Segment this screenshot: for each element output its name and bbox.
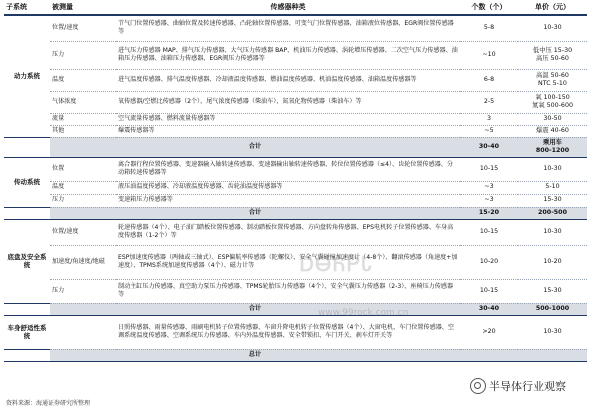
count-cell: 10-15	[460, 157, 518, 181]
sensor-table	[4, 0, 587, 362]
total-price: 500-1000	[518, 303, 587, 315]
table-row	[4, 245, 587, 279]
measure-cell: 流量	[50, 113, 116, 125]
price-cell: 30-50	[518, 113, 587, 125]
price-cell: 10-30	[518, 15, 587, 41]
source-note: 资料来源：海通证券研究所整理	[6, 400, 91, 407]
count-cell: ~10	[460, 41, 518, 69]
subsystem-cell: 传动系统	[4, 157, 50, 207]
total-price: 200-500	[518, 207, 587, 219]
total-row	[4, 303, 587, 315]
count-cell: 6-8	[460, 69, 518, 91]
count-cell: ~3	[460, 181, 518, 194]
types-cell: 进气温度传感器、排气温度传感器、冷却液温度传感器、燃油温度传感器、机油温度传感器、油箱温度传感器等	[116, 69, 460, 91]
table-row	[4, 315, 587, 349]
grand-total-row	[4, 349, 587, 361]
count-cell: ~5	[460, 125, 518, 137]
types-cell: 日照传感器、雨量传感器、雨刷电机转子位置传感器、车窗升降电机转子位置传感器（4个）、大窗电机、车门位置传感器、空调系统温度传感器、空调系统压力传感器、车内外温度传感器、安全带锁扣、车门开关、刹车灯开关等	[116, 315, 460, 349]
measure-cell: 位置	[50, 157, 116, 181]
types-cell: 变速箱压力传感器等	[116, 194, 460, 207]
measure-cell	[50, 315, 116, 349]
types-cell: 爆震传感器等	[116, 125, 460, 137]
subsystem-cell: 底盘及安全系统	[4, 219, 50, 303]
header-count: 个数（个）	[460, 0, 518, 15]
grand-total-price	[518, 349, 587, 361]
price-cell: 10-30	[518, 219, 587, 245]
subsystem-cell: 动力系统	[4, 15, 50, 137]
count-cell: 5-8	[460, 15, 518, 41]
table-row	[4, 125, 587, 137]
table-row	[4, 219, 587, 245]
price-cell: 15-30	[518, 194, 587, 207]
price-cell: 15-30	[518, 279, 587, 303]
grand-total-label: 总计	[50, 349, 460, 361]
table-row	[4, 157, 587, 181]
measure-cell: 位置/速度	[50, 15, 116, 41]
measure-cell: 压力	[50, 194, 116, 207]
grand-total-count	[460, 349, 518, 361]
price-cell: 爆震 40-60	[518, 125, 587, 137]
header-sensor-types: 传感器种类	[116, 0, 460, 15]
table-row	[4, 91, 587, 113]
table-row	[4, 181, 587, 194]
measure-cell: 位置/速度	[50, 219, 116, 245]
count-cell: 10-15	[460, 279, 518, 303]
total-label: 合计	[50, 303, 460, 315]
price-cell: 5-10	[518, 181, 587, 194]
measure-cell: 温度	[50, 69, 116, 91]
types-cell: 氧传感器/空燃比传感器（2个），尾气浓度传感器（柴油车），氮氧化物传感器（柴油车）等	[116, 91, 460, 113]
count-cell: 2-5	[460, 91, 518, 113]
total-count: 30-40	[460, 303, 518, 315]
measure-cell: 其他	[50, 125, 116, 137]
price-cell: 10-20	[518, 245, 587, 279]
total-count: 15-20	[460, 207, 518, 219]
measure-cell: 压力	[50, 279, 116, 303]
count-cell: 3	[460, 113, 518, 125]
measure-cell: 加速度/角速度/地磁	[50, 245, 116, 279]
measure-cell: 压力	[50, 41, 116, 69]
table-row	[4, 194, 587, 207]
types-cell: ESP加速度传感器（两轴或三轴式）、ESP偏航率传感器（陀螺仪）、安全气囊碰撞加速度计（4-8个）、翻滚传感器（角速度+加速度）、TPMS系统加速度传感器（4个）、磁力计等	[116, 245, 460, 279]
types-cell: 轮速传感器（4个）、电子油门踏板位置传感器、制动踏板位置传感器、方向盘转角传感器、EPS电机转子位置传感器、车身高度传感器（1-2个）等	[116, 219, 460, 245]
types-cell: 离合器行程位置传感器、变速器输入轴转速传感器、变速器输出轴转速传感器、转位位置传感器（≤4）、齿轮位置传感器、分动箱转速传感器等	[116, 157, 460, 181]
watermark: ᎠᎾᏲᏢᏓ	[300, 252, 374, 276]
types-cell: 制动主缸压力传感器、真空助力泵压力传感器、TPMS轮胎压力传感器（4个）、安全气囊压力传感器（2-3）、座椅压力传感器等	[116, 279, 460, 303]
wechat-logo-icon	[470, 378, 486, 394]
price-cell: 高温 50-60 NTC 5-10	[518, 69, 587, 91]
table-row	[4, 113, 587, 125]
table-row	[4, 69, 587, 91]
types-cell: 进气压力传感器 MAP、排气压力传感器、大气压力传感器 BAP、机油压力传感器、涡轮增压传感器、二次空气压力传感器、油箱压力传感器、油箱压力传感器、EGR阀压力传感器等	[116, 41, 460, 69]
total-count: 30-40	[460, 137, 518, 157]
total-label: 合计	[50, 207, 460, 219]
total-price: 乘用车 800-1200	[518, 137, 587, 157]
types-cell: 液压油温度传感器、冷却液温度传感器、齿轮油温度传感器等	[116, 181, 460, 194]
wechat-badge[interactable]	[470, 378, 566, 394]
price-cell: 10-30	[518, 315, 587, 349]
price-cell: 氧 100-150 氮氧 500-600	[518, 91, 587, 113]
price-cell: 低中压 15-30 高压 50-60	[518, 41, 587, 69]
table-row	[4, 279, 587, 303]
table-row	[4, 15, 587, 41]
types-cell: 空气流量传感器、燃料流量传感器等	[116, 113, 460, 125]
count-cell: >20	[460, 315, 518, 349]
total-row	[4, 137, 587, 157]
header-price: 单价（元）	[518, 0, 587, 15]
badge-label: 半导体行业观察	[489, 380, 566, 393]
table-header	[4, 0, 587, 15]
header-subsystem: 子系统	[4, 0, 50, 15]
total-label: 合计	[50, 137, 460, 157]
total-row	[4, 207, 587, 219]
subsystem-cell: 车身舒适性系统	[4, 315, 50, 349]
watermark-url: www.99rock.com.cn	[318, 308, 409, 318]
table-row	[4, 41, 587, 69]
count-cell: 10-20	[460, 245, 518, 279]
count-cell: 10-15	[460, 219, 518, 245]
types-cell: 节气门位置传感器、曲轴位置及转速传感器、凸轮轴位置传感器、可变气门位置传感器、油箱液位传感器、EGR阀位置传感器等	[116, 15, 460, 41]
measure-cell: 温度	[50, 181, 116, 194]
count-cell: ~3	[460, 194, 518, 207]
header-measure: 被测量	[50, 0, 116, 15]
measure-cell: 气体浓度	[50, 91, 116, 113]
price-cell: 10-30	[518, 157, 587, 181]
